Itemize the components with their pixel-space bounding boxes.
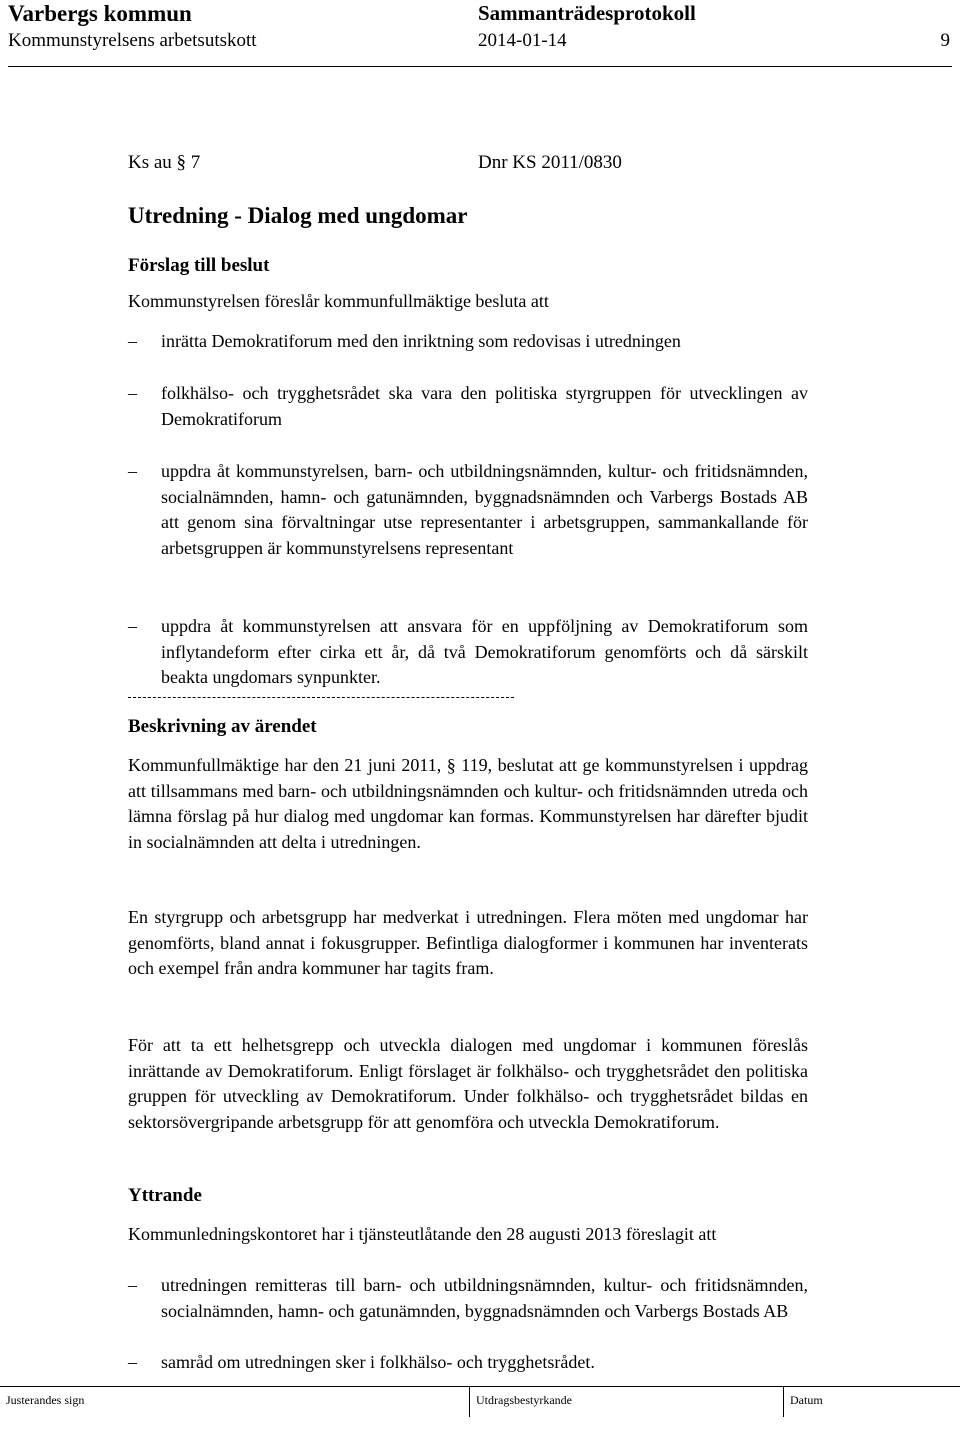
paragraph-reference: Ks au § 7 [128, 152, 201, 173]
proposal-bullet [128, 459, 808, 561]
item-title: Utredning - Dialog med ungdomar [128, 203, 468, 228]
dash-marker: – [128, 331, 137, 351]
bullet-text: uppdra åt kommunstyrelsen, barn- och utbildningsnämnden, kultur- och fritidsnämnden, socialnämnden, hamn- och gatunämnden, byggnadsnämnden och Varbergs Bostads AB att genom sina förvaltningar utse representanter i arbetsgruppen, sammankallande för arbetsgruppen är kommunstyrelsens representant [161, 461, 808, 558]
header-divider [8, 66, 952, 67]
dash-marker: – [128, 1352, 137, 1372]
description-paragraph: Kommunfullmäktige har den 21 juni 2011, § 119, beslutat att ge kommunstyrelsen i uppdrag att tillsammans med barn- och utbildningsnämnden och kultur- och fritidsnämnden utreda och lämna förslag på hur dialog med ungdomar kan formas. Kommunstyrelsen har därefter bjudit in socialnämnden att delta i utredningen. [128, 755, 808, 852]
bullet-text: utredningen remitteras till barn- och utbildningsnämnden, kultur- och fritidsnämnden, socialnämnden, hamn- och gatunämnden, byggnadsnämnden och Varbergs Bostads AB [161, 1275, 808, 1321]
bullet-text: uppdra åt kommunstyrelsen att ansvara för en uppföljning av Demokratiforum som inflytandeform efter cirka ett år, då två Demokratiforum genomförts och då särskilt beakta ungdomars synpunkter. [161, 616, 808, 687]
page-number: 9 [940, 30, 950, 51]
date-field [784, 1387, 960, 1417]
proposal-end-separator [128, 697, 514, 698]
sign-field [0, 1387, 470, 1417]
document-type: Sammanträdesprotokoll [478, 1, 696, 25]
proposal-bullet [128, 329, 808, 355]
statement-bullet [128, 1350, 808, 1376]
signature-footer [0, 1386, 960, 1417]
diary-number: Dnr KS 2011/0830 [478, 152, 622, 173]
dash-marker: – [128, 616, 137, 636]
dash-marker: – [128, 1275, 137, 1295]
proposal-bullet [128, 614, 808, 691]
proposal-bullet [128, 381, 808, 432]
proposal-heading: Förslag till beslut [128, 255, 270, 276]
bullet-text: inrätta Demokratiforum med den inriktning som redovisas i utredningen [161, 331, 681, 351]
dash-marker: – [128, 383, 137, 403]
meeting-date: 2014-01-14 [478, 30, 567, 51]
extract-field [470, 1387, 784, 1417]
date-label: Datum [790, 1393, 823, 1407]
description-paragraph: En styrgrupp och arbetsgrupp har medverkat i utredningen. Flera möten med ungdomar har genomförts, bland annat i fokusgrupper. Befintliga dialogformer i kommunen har inventerats och exempel från andra kommuner har tagits fram. [128, 907, 808, 978]
description-heading: Beskrivning av ärendet [128, 716, 317, 737]
description-paragraph: För att ta ett helhetsgrepp och utveckla dialogen med ungdomar i kommunen föreslås inrättande av Demokratiforum. Enligt förslaget är folkhälso- och trygghetsrådet den politiska gruppen för utveckling av Demokratiforum. Under folkhälso- och trygghetsrådet bildas en sektorsövergripande arbetsgrupp för att genomföra och utveckla Demokratiforum. [128, 1035, 808, 1132]
bullet-text: folkhälso- och trygghetsrådet ska vara den politiska styrgruppen för utvecklingen av Demokratiforum [161, 383, 808, 429]
extract-label: Utdragsbestyrkande [476, 1393, 572, 1407]
sign-label: Justerandes sign [6, 1393, 85, 1407]
statement-heading: Yttrande [128, 1185, 202, 1206]
organization-name: Varbergs kommun [8, 1, 192, 26]
statement-intro: Kommunledningskontoret har i tjänsteutlåtande den 28 augusti 2013 föreslagit att [128, 1224, 717, 1244]
proposal-intro: Kommunstyrelsen föreslår kommunfullmäktige besluta att [128, 291, 549, 311]
bullet-text: samråd om utredningen sker i folkhälso- och trygghetsrådet. [161, 1352, 595, 1372]
dash-marker: – [128, 461, 137, 481]
committee-name: Kommunstyrelsens arbetsutskott [8, 30, 257, 51]
statement-bullet [128, 1273, 808, 1324]
